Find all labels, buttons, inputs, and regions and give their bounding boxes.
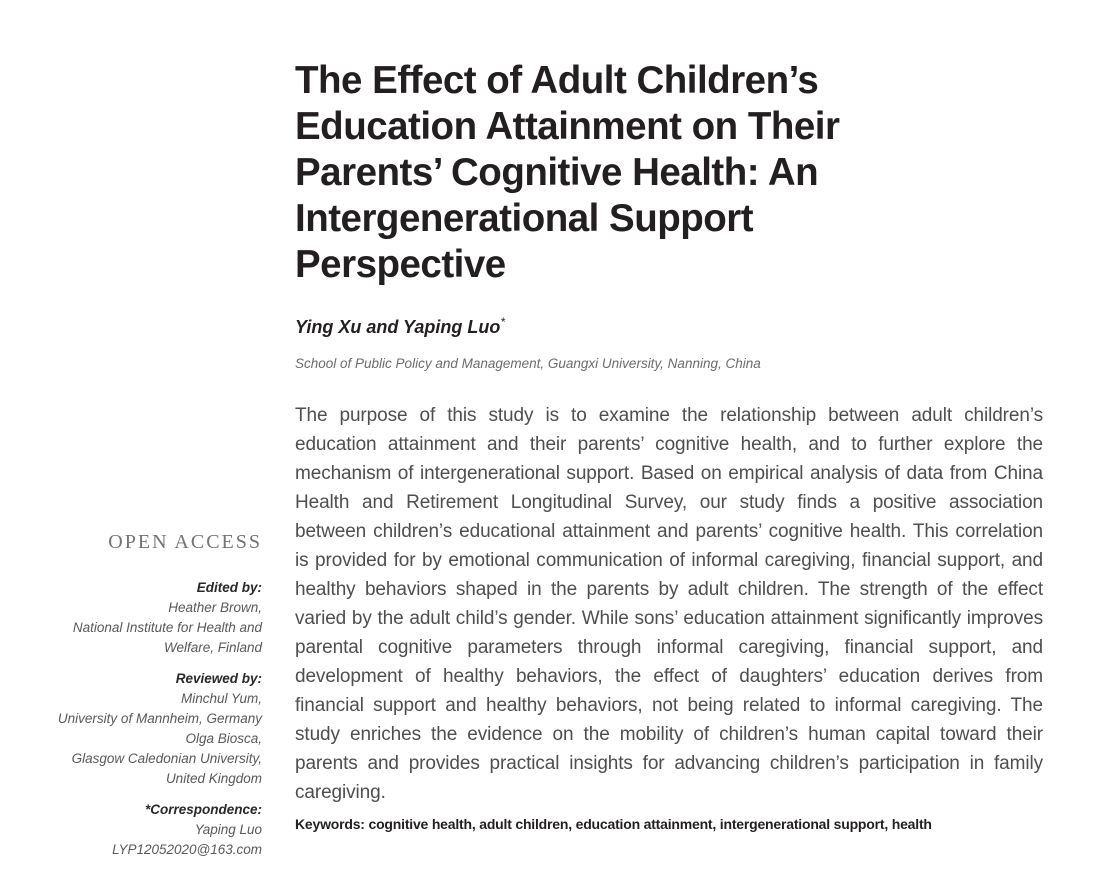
article-title-line: Education Attainment on Their	[295, 105, 840, 148]
reviewer-affiliation-line: University of Mannheim, Germany	[57, 711, 262, 726]
article-title	[295, 58, 1065, 288]
authors-line	[295, 317, 505, 338]
correspondence-name: Yaping Luo	[194, 822, 262, 837]
keywords-label: Keywords:	[295, 816, 365, 832]
reviewer-name: Olga Biosca,	[185, 731, 262, 746]
editor-affiliation-line: National Institute for Health and	[72, 620, 262, 635]
correspondence-group	[20, 800, 262, 860]
reviewer-name: Minchul Yum,	[180, 691, 262, 706]
review-sidebar	[20, 531, 262, 869]
editor-name: Heather Brown,	[168, 600, 262, 615]
editor-affiliation-line: Welfare, Finland	[163, 640, 262, 655]
keywords-line	[295, 816, 1065, 832]
article-title-line: Perspective	[295, 243, 506, 286]
correspondence-asterisk: *	[500, 315, 506, 329]
reviewer-affiliation-line: Glasgow Caledonian University,	[71, 751, 262, 766]
edited-by-label: Edited by:	[196, 580, 262, 595]
abstract-text: The purpose of this study is to examine the relationship between adult children’s education attainment and their parents’ cognitive health, and to further explore the mechanism of intergenerational support. Based on empirical analysis of data from China Health and Retirement Longitudinal Survey, our study finds a positive association between children’s educational attainment and parents’ cognitive health. This correlation is provided for by emotional communication of informal caregiving, financial support, and healthy behaviors shaped in the parents by adult children. The strength of the effect varied by the adult child’s gender. While sons’ education attainment significantly improves parental cognitive parameters through informal caregiving, financial support, and development of healthy behaviors, the effect of daughters’ education derives from financial support and healthy behaviors, not being related to informal caregiving. The study enriches the evidence on the mobility of children’s human capital toward their parents and provides practical insights for advancing children’s participation in family caregiving.	[295, 405, 1043, 803]
correspondence-label: *Correspondence:	[144, 802, 262, 817]
article-title-line: Intergenerational Support	[295, 197, 754, 240]
article-title-line: The Effect of Adult Children’s	[295, 59, 819, 102]
edited-by-group	[20, 578, 262, 658]
reviewed-by-group	[20, 669, 262, 789]
author-names: Ying Xu and Yaping Luo	[295, 317, 501, 337]
open-access-label: OPEN ACCESS	[108, 531, 262, 553]
affiliation-line: School of Public Policy and Management, Guangxi University, Nanning, China	[295, 356, 761, 371]
reviewer-affiliation-line: United Kingdom	[165, 771, 262, 786]
reviewed-by-label: Reviewed by:	[175, 671, 262, 686]
correspondence-email: LYP12052020@163.com	[112, 842, 262, 857]
keywords-text: cognitive health, adult children, education attainment, intergenerational support, health	[368, 816, 932, 832]
article-title-line: Parents’ Cognitive Health: An	[295, 151, 819, 194]
